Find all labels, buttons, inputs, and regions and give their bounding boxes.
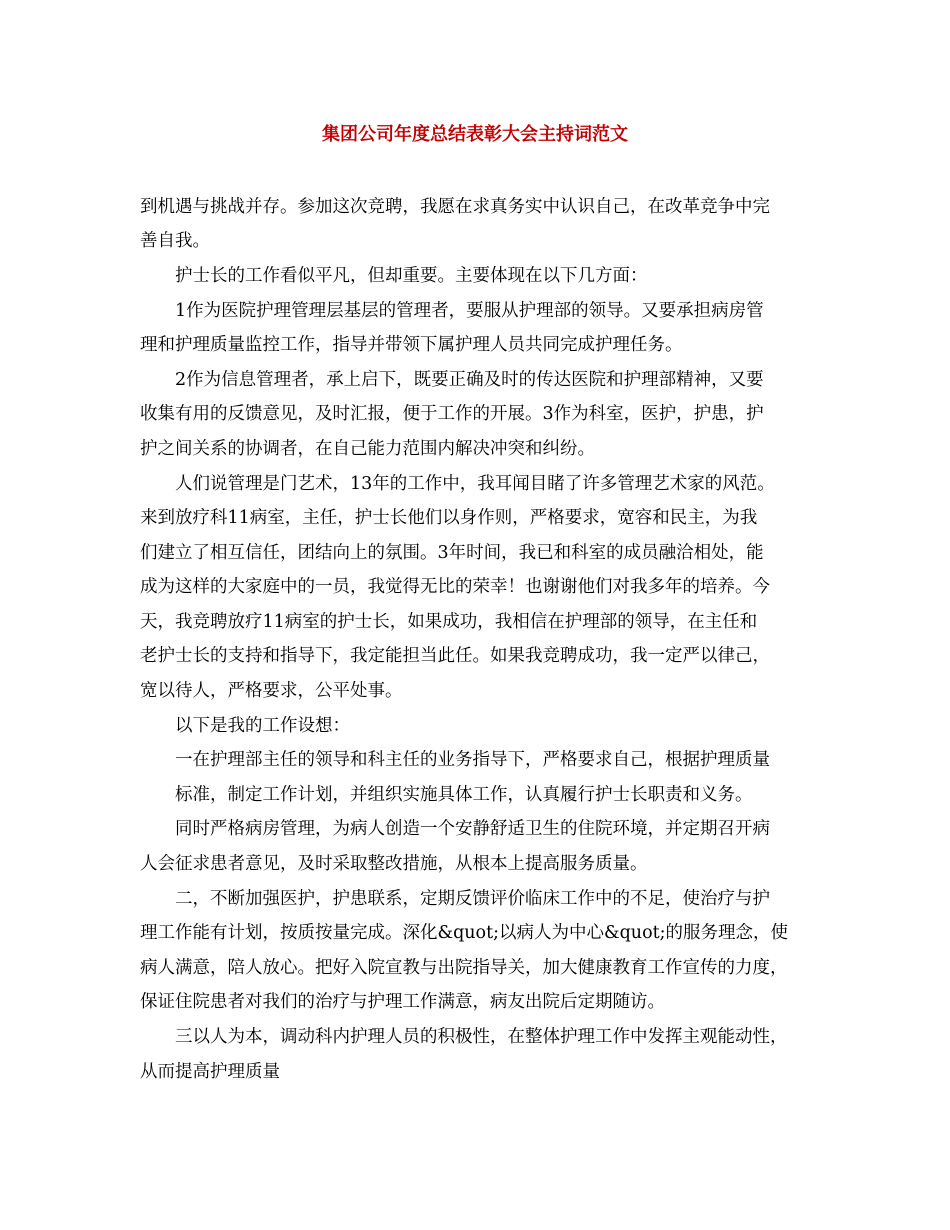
- text-line: 理工作能有计划，按质按量完成。深化&quot;以病人为中心&quot;的服务理念，使: [140, 923, 789, 943]
- text-line: 理和护理质量监控工作，指导并带领下属护理人员共同完成护理任务。: [140, 335, 683, 355]
- text-line: 同时严格病房管理，为病人创造一个安静舒适卫生的住院环境，并定期召开病: [175, 819, 770, 839]
- text-line: 们建立了相互信任，团结向上的氛围。3年时间，我已和科室的成员融洽相处，能: [140, 543, 764, 563]
- text-line: 三以人为本，调动科内护理人员的积极性，在整体护理工作中发挥主观能动性，: [175, 1027, 788, 1047]
- text-line: 老护士长的支持和指导下，我定能担当此任。如果我竞聘成功，我一定严以律己，: [140, 646, 770, 666]
- text-line: 人会征求患者意见，及时采取整改措施，从根本上提高服务质量。: [140, 854, 648, 874]
- text-line: 1作为医院护理管理层基层的管理者，要服从护理部的领导。又要承担病房管: [175, 301, 764, 321]
- text-line: 成为这样的大家庭中的一员，我觉得无比的荣幸！也谢谢他们对我多年的培养。今: [140, 577, 770, 597]
- text-line: 收集有用的反馈意见，及时汇报，便于工作的开展。3作为科室，医护，护患，护: [140, 404, 764, 424]
- document-title: 集团公司年度总结表彰大会主持词范文: [322, 124, 628, 145]
- text-line: 标准，制定工作计划，并组织实施具体工作，认真履行护士长职责和义务。: [175, 785, 753, 805]
- text-line: 一在护理部主任的领导和科主任的业务指导下，严格要求自己，根据护理质量: [175, 750, 770, 770]
- text-line: 病人满意，陪人放心。把好入院宣教与出院指导关，加大健康教育工作宣传的力度，: [140, 958, 788, 978]
- text-line: 宽以待人，严格要求，公平处事。: [140, 681, 403, 701]
- text-line: 到机遇与挑战并存。参加这次竞聘，我愿在求真务实中认识自己，在改革竞争中完: [140, 197, 770, 217]
- text-line: 护士长的工作看似平凡，但却重要。主要体现在以下几方面：: [175, 266, 648, 286]
- text-line: 2作为信息管理者，承上启下，既要正确及时的传达医院和护理部精神，又要: [175, 370, 764, 390]
- text-line: 天，我竞聘放疗11病室的护士长，如果成功，我相信在护理部的领导，在主任和: [140, 612, 758, 632]
- text-line: 二，不断加强医护，护患联系，定期反馈评价临床工作中的不足，使治疗与护: [175, 889, 770, 909]
- text-line: 以下是我的工作设想：: [175, 716, 350, 736]
- text-line: 护之间关系的协调者，在自己能力范围内解决冲突和纠纷。: [140, 439, 595, 459]
- text-line: 善自我。: [140, 231, 210, 251]
- text-line: 人们说管理是门艺术，13年的工作中，我耳闻目睹了许多管理艺术家的风范。: [175, 474, 775, 494]
- text-line: 来到放疗科11病室，主任，护士长他们以身作则，严格要求，宽容和民主，为我: [140, 508, 758, 528]
- text-line: 保证住院患者对我们的治疗与护理工作满意，病友出院后定期随访。: [140, 992, 665, 1012]
- text-line: 从而提高护理质量: [140, 1062, 280, 1082]
